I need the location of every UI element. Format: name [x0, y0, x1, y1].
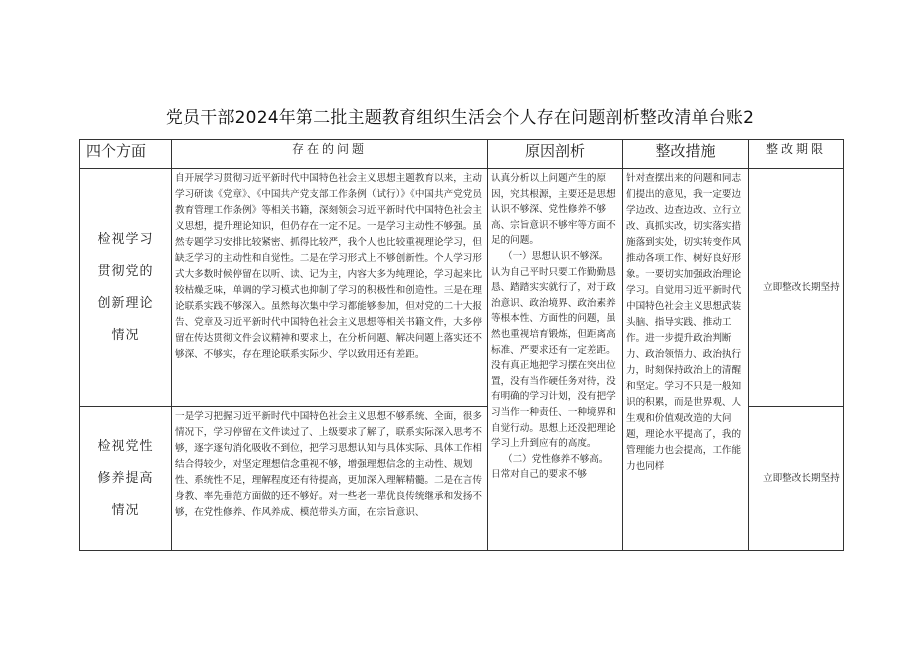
problem-text: 自开展学习贯彻习近平新时代中国特色社会主义思想主题教育以来，主动学习研读《党章》、《中国共产党支部工作条例（试行）》《中国共产党党员教育管理工作条例》等相关书籍，深刻领会习近平新时代中国特色社会主义思想，提升理论知识，但仍存在一定不足。一是学习主动性不够强。虽然专题学习安排比较紧密、抓得比较严，我个人也比较重视理论学习，但缺乏学习的主动性和自觉性。二是在学习形式上不够创新性。个人学习形式大多数时候停留在以听、读、记为主，内容大多为纯理论，学习起来比较枯燥乏味，单调的学习模式也抑制了学习的积极性和创造性。三是在理论联系实践不够深入。虽然每次集中学习都能够参加，但对党的二十大报告、党章及习近平新时代中国特色社会主义思想等相关书籍文件，大多停留在传达贯彻文件会议精神和要求上，在分析问题、解决问题上落实还不够深、不够实，存在理论联系实际少、学以致用还有差距。: [175, 173, 482, 360]
cause-cell: [488, 169, 623, 551]
aspect-line: 贯彻党的: [97, 263, 154, 279]
aspect-line: 检视学习: [97, 231, 154, 247]
aspect-line: 情况: [111, 327, 140, 343]
cause-sub2-title: （二）党性修养不够高。: [503, 453, 609, 465]
aspect-line: 检视党性: [97, 438, 154, 454]
cause-intro: 认真分析以上问题产生的原因，究其根源，主要还是思想认识不够深、党性修养不够高、宗旨意识不够牢等方面不足的问题。: [491, 173, 616, 247]
problem-text: 一是学习把握习近平新时代中国特色社会主义思想不够系统、全面，很多情况下，学习停留在文件读过了、上级要求了解了，联系实际深入思考不够，逐字逐句消化吸收不到位，把学习思想认知与具体实际、具体工作相结合得较少，对坚定理想信念重视不够，增强理想信念的主动性、规划性、系统性不足，理解程度还有待提高，更加深入理解精髓。二是在言传身教、率先垂范方面做的还不够好。对一些老一辈优良传统继承和发扬不够，在党性修养、作风养成、模范带头方面，在宗旨意识、: [175, 411, 482, 518]
aspect-cell-party-spirit: [80, 407, 172, 551]
table-row: [80, 169, 844, 407]
header-deadline: 整改期限: [749, 140, 844, 169]
deadline-text: 立即整改长期坚持: [763, 282, 840, 293]
cause-sub1-title: （一）思想认识不够深。: [503, 250, 609, 262]
header-measure: 整改措施: [623, 140, 749, 169]
header-problem: 存在的问题: [172, 140, 488, 169]
aspect-line: 创新理论: [97, 295, 154, 311]
header-cause: 原因剖析: [488, 140, 623, 169]
aspect-line: 情况: [111, 502, 140, 518]
header-aspect: 四个方面: [80, 140, 172, 169]
measure-text: 针对查摆出来的问题和同志们提出的意见，我一定要边学边改、边查边改、立行立改、真抓实改，切实落实措施落到实处，切实转变作风推动各项工作、树好良好形象。一要切实加强政治理论学习。自觉用习近平新时代中国特色社会主义思想武装头脑、指导实践、推动工作。进一步提升政治判断力、政治领悟力、政治执行力，时刻保持政治上的清醒和坚定。学习不只是一般知识的积累，而是世界观、人生观和价值观改造的大问题，理论水平提高了，我的管理能力也会提高，工作能力也同样: [626, 173, 742, 472]
aspect-line: 修养提高: [97, 470, 154, 486]
aspect-cell-study: [80, 169, 172, 407]
deadline-cell-party-spirit: [749, 407, 844, 551]
cause-sub1-text: 认为自己平时只要工作勤勤恳恳、踏踏实实就行了，对于政治意识、政治境界、政治素养等根本性、方面性的问题，虽然也重视培育锻炼，但距离高标准、严要求还有一定差距。没有真正地把学习摆在突出位置，没有当作硬任务对待，没有明确的学习计划，没有把学习当作一种责任、一种境界和自觉行动。思想上还没把理论学习上升到应有的高度。: [491, 266, 616, 450]
problem-cell-study: [172, 169, 488, 407]
rectification-table: [79, 139, 844, 551]
measure-cell: [623, 169, 749, 551]
table-header-row: [80, 140, 844, 169]
deadline-cell-study: [749, 169, 844, 407]
cause-sub2-text: 日常对自己的要求不够: [491, 469, 587, 481]
document-title: 党员干部2024年第二批主题教育组织生活会个人存在问题剖析整改清单台账2: [165, 108, 755, 128]
deadline-text: 立即整改长期坚持: [763, 473, 840, 484]
problem-cell-party-spirit: [172, 407, 488, 551]
